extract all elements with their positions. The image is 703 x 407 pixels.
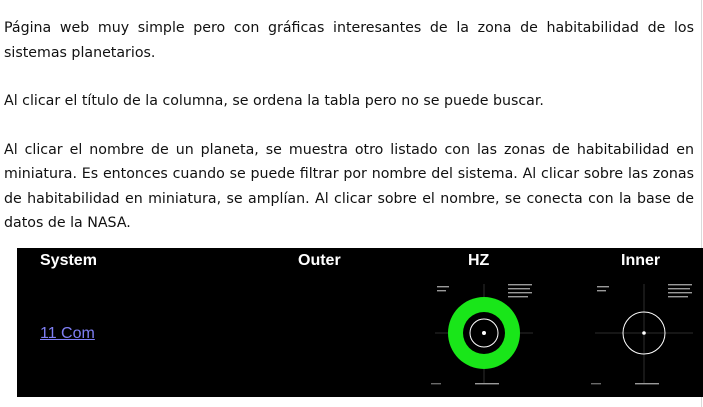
column-header-system[interactable]: System [40,252,97,269]
legend-mark [437,286,449,287]
host-star [482,331,486,335]
legend-mark [597,286,609,287]
legend-mark [635,383,659,384]
legend-mark [668,288,690,289]
host-star [642,331,646,335]
inner-thumbnail[interactable] [589,280,699,392]
description-paragraph-3: Al clicar el nombre de un planeta, se muestra otro listado con las zonas de habitabilidad en miniatura. Es entonces cuando se puede filtrar por nombre del sistema. Al clicar sobre las zonas de habitabilidad en miniatura, se amplían. Al clicar sobre el nombre, se conecta con la base de datos de la NASA. [4,141,694,231]
column-header-outer[interactable]: Outer [298,252,341,269]
legend-mark [508,284,532,285]
legend-mark [475,383,499,384]
description-paragraph-2: Al clicar el título de la columna, se ordena la tabla pero no se puede buscar. [4,93,544,109]
legend-mark [437,290,446,291]
hz-thumbnail[interactable] [429,280,539,392]
legend-mark [597,290,606,291]
inner-thumbnail-plot [589,280,699,392]
description-text [4,16,694,236]
hz-thumbnail-plot [429,280,539,392]
column-header-hz[interactable]: HZ [468,252,490,269]
description-paragraph-1: Página web muy simple pero con gráficas interesantes de la zona de habitabilidad de los sistemas planetarios. [4,20,694,61]
column-header-inner[interactable]: Inner [621,252,661,269]
legend-mark [508,292,532,293]
legend-mark [668,296,688,297]
legend-mark [508,296,528,297]
legend-mark [591,383,601,384]
habitable-zone-table-screenshot [17,248,703,397]
legend-mark [668,292,692,293]
legend-mark [508,288,530,289]
system-link-11-com[interactable]: 11 Com [40,325,95,342]
legend-mark [431,383,441,384]
legend-mark [668,284,692,285]
